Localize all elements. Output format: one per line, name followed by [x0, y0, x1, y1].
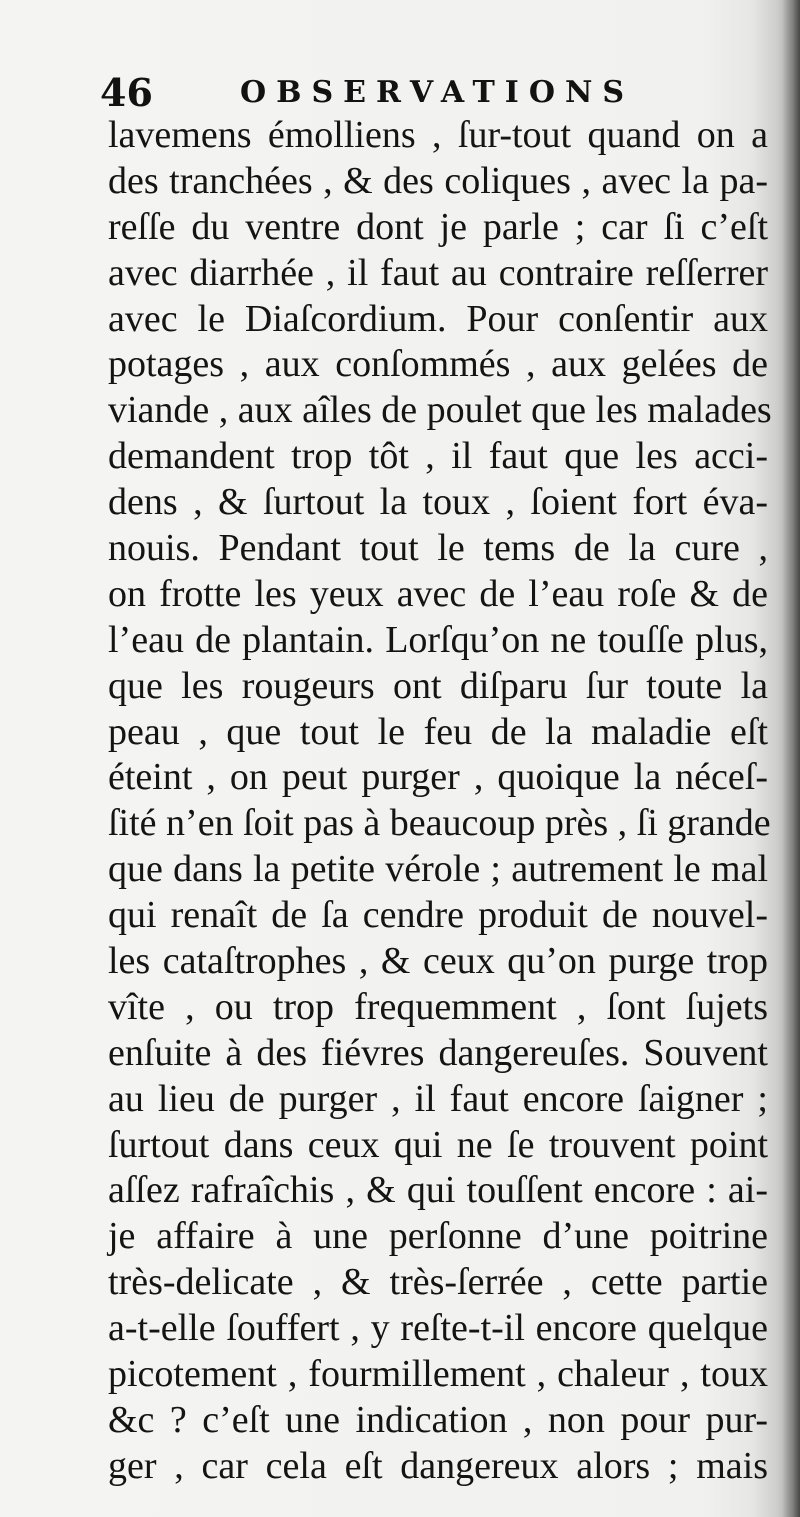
text-line: viande , aux aîles de poulet que les malades: [108, 389, 772, 432]
text-line: avec diarrhée , il faut au contraire reſſerrer: [108, 251, 768, 294]
text-line: des tranchées , & des coliques , avec la pa-: [108, 159, 768, 202]
text-line: que les rougeurs ont diſparu ſur toute la: [108, 664, 768, 707]
text-line: qui renaît de ſa cendre produit de nouvel-: [108, 894, 768, 937]
text-line: vîte , ou trop frequemment , ſont ſujets: [108, 985, 768, 1028]
text-line: avec le Diaſcordium. Pour conſentir aux: [108, 297, 768, 340]
text-line: potages , aux conſommés , aux gelées de: [108, 343, 768, 386]
text-line: ſité n’en ſoit pas à beaucoup près , ſi grande: [108, 802, 771, 845]
text-line: on frotte les yeux avec de l’eau roſe & de: [108, 572, 768, 615]
text-line: que dans la petite vérole ; autrement le mal: [108, 848, 768, 891]
text-line: ger , car cela eſt dangereux alors ; mais: [108, 1444, 768, 1487]
text-line: a-t-elle ſouffert , y reſte-t-il encore quelque: [108, 1307, 768, 1350]
text-line: ſurtout dans ceux qui ne ſe trouvent point: [108, 1123, 768, 1166]
text-line: l’eau de plantain. Lorſqu’on ne touſſe plus,: [108, 618, 768, 661]
text-line: très-delicate , & très-ſerrée , cette partie: [108, 1261, 768, 1304]
text-line: enſuite à des fiévres dangereuſes. Souvent: [108, 1031, 768, 1074]
text-line: nouis. Pendant tout le tems de la cure ,: [108, 527, 768, 570]
body-text: [108, 113, 772, 1490]
running-head: OBSERVATIONS: [240, 75, 635, 110]
text-line: les cataſtrophes , & ceux qu’on purge trop: [108, 940, 768, 983]
page-header: [100, 70, 760, 116]
text-line: demandent trop tôt , il faut que les acci-: [108, 435, 768, 478]
text-line: dens , & ſurtout la toux , ſoient fort éva-: [108, 481, 768, 524]
text-line: picotement , fourmillement , chaleur , toux: [108, 1353, 768, 1396]
text-line: reſſe du ventre dont je parle ; car ſi c’eſt: [108, 205, 768, 248]
text-line: je affaire à une perſonne d’une poitrine: [108, 1215, 768, 1258]
text-line: lavemens émolliens , ſur-tout quand on a: [108, 114, 768, 156]
text-line: &c ? c’eſt une indication , non pour pur-: [108, 1398, 768, 1441]
text-line: peau , que tout le feu de la maladie eſt: [108, 710, 768, 753]
text-line: aſſez rafraîchis , & qui touſſent encore : ai-: [108, 1169, 768, 1212]
text-line: éteint , on peut purger , quoique la néceſ-: [108, 756, 768, 799]
page-gutter-shadow: [782, 0, 800, 1517]
text-line: au lieu de purger , il faut encore ſaigner ;: [108, 1077, 768, 1120]
page-number: 46: [100, 70, 153, 115]
